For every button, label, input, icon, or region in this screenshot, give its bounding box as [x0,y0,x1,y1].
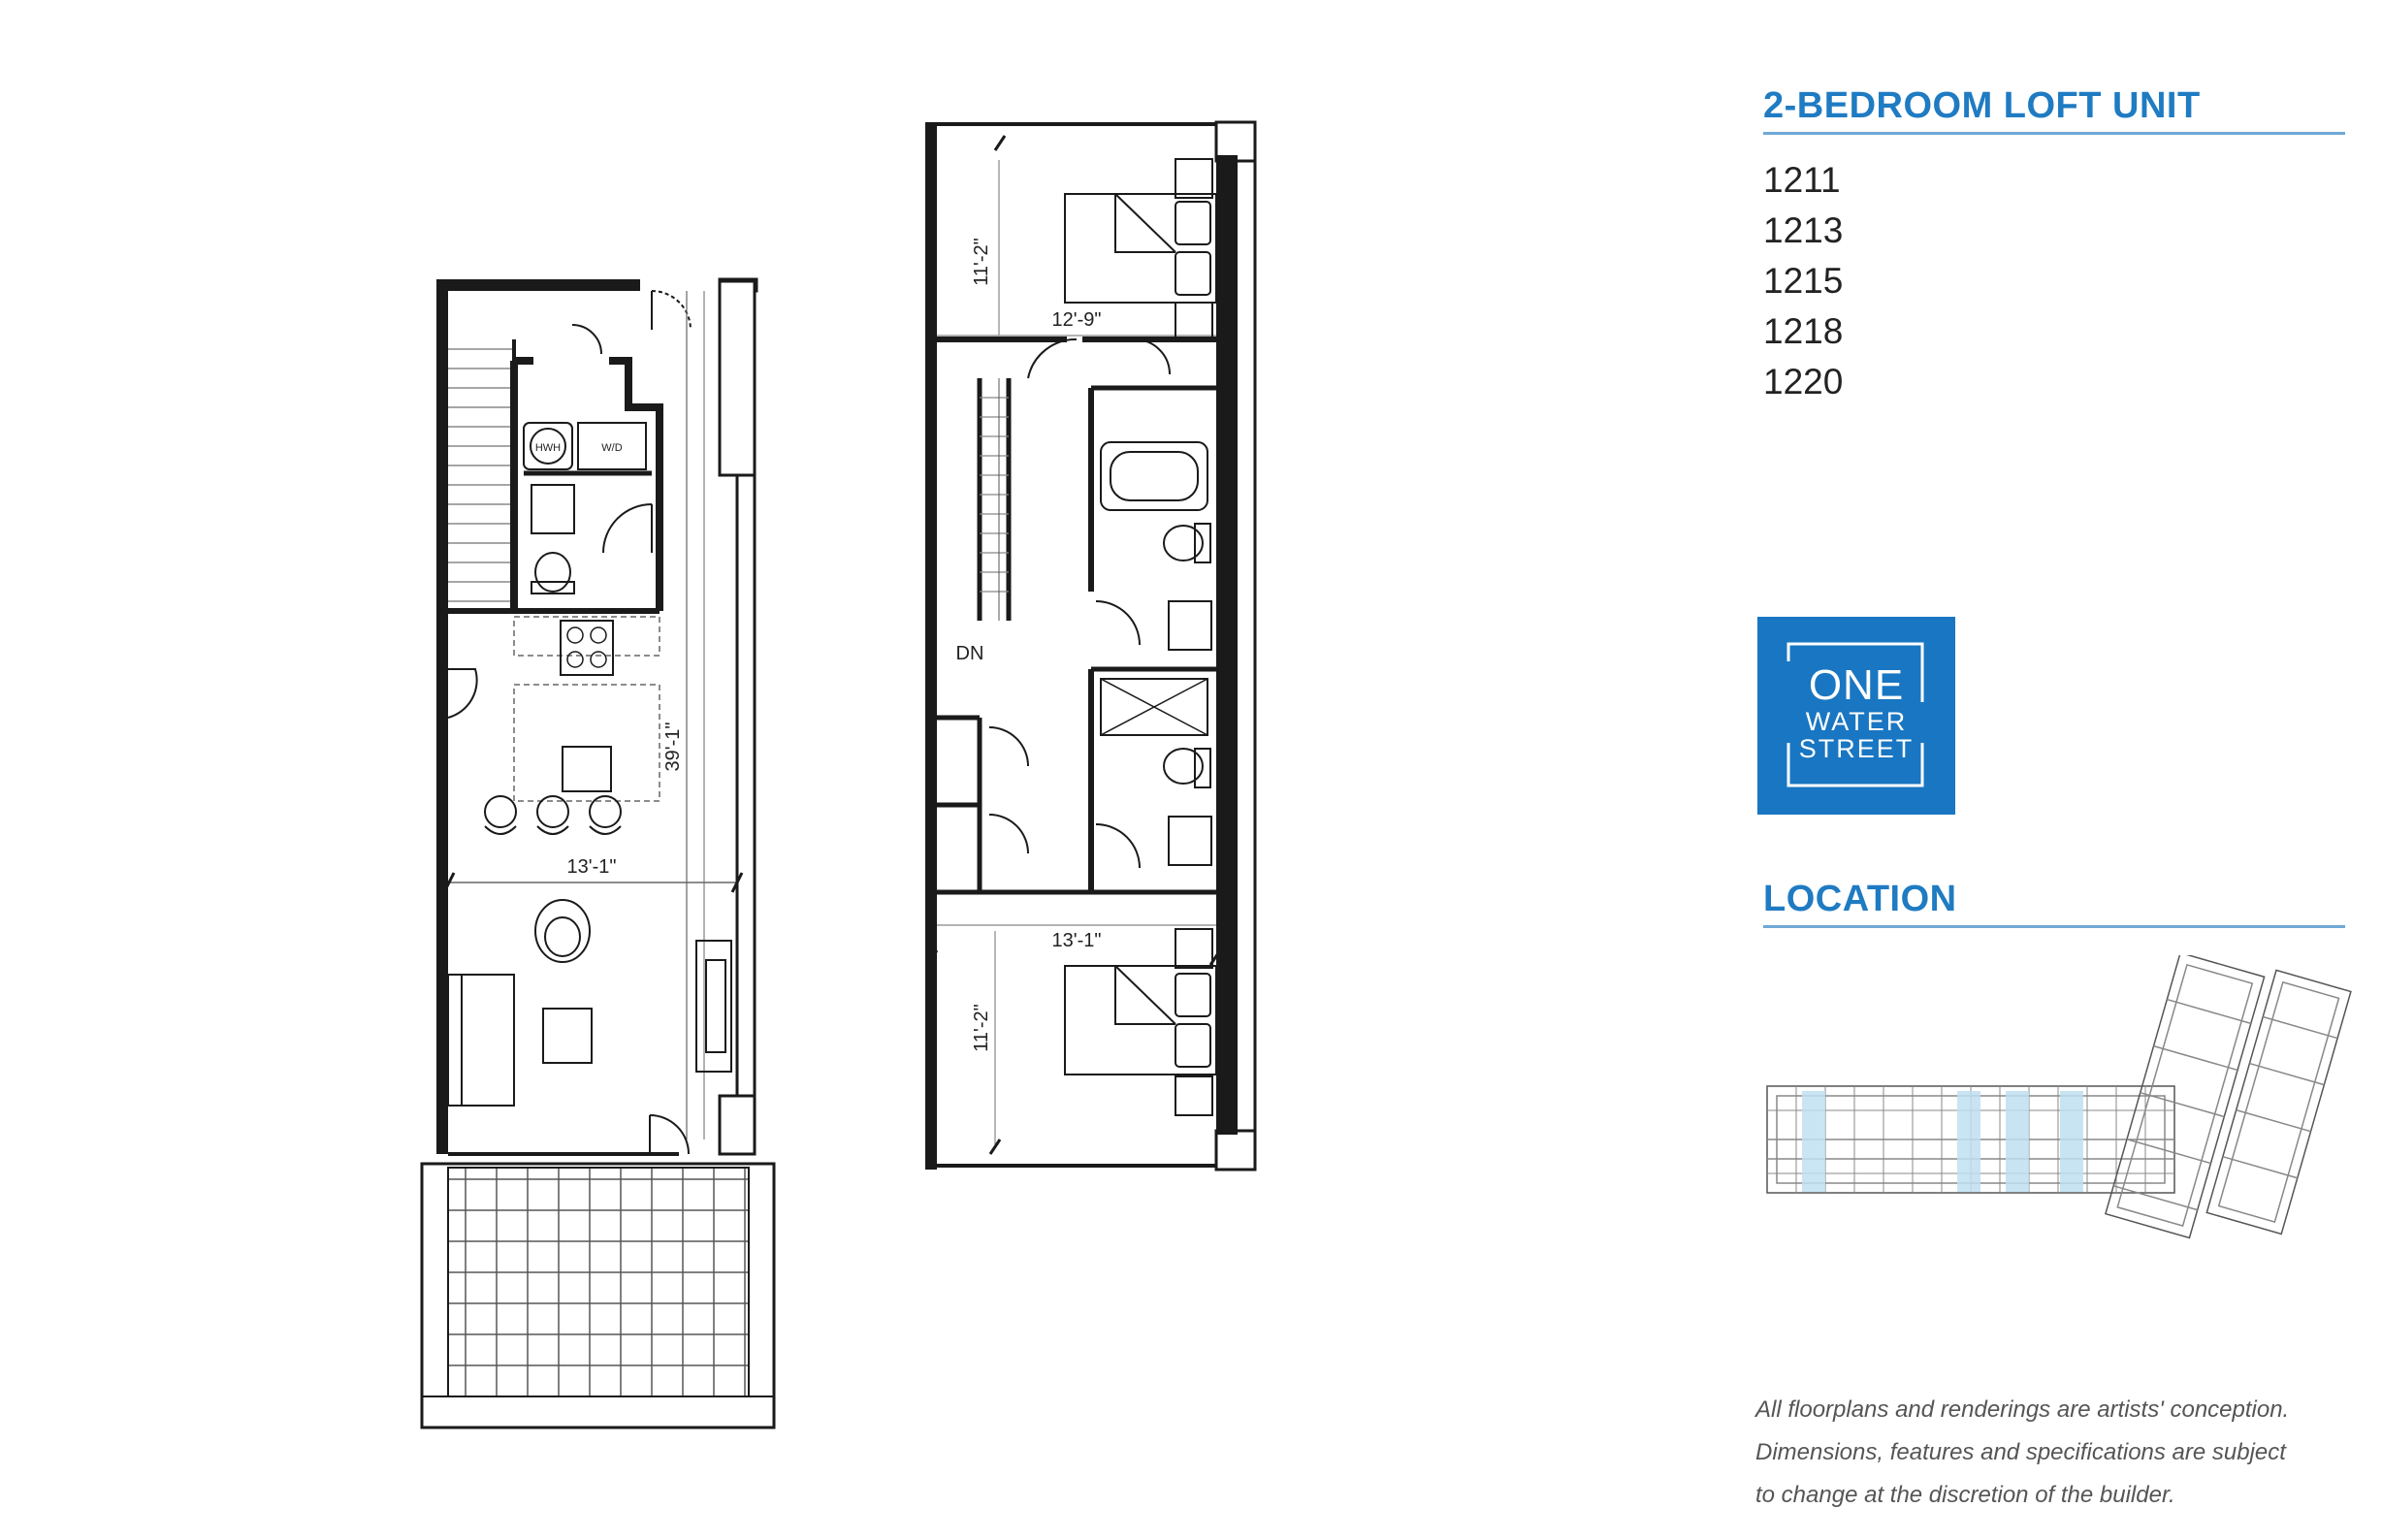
unit-number: 1213 [1763,210,1844,250]
one-water-street-logo [1757,617,1955,815]
logo-wordmark [1757,663,1955,762]
logo-line-1: ONE [1808,661,1905,709]
disclaimer-line-1: All floorplans and renderings are artists' conception. [1755,1396,2290,1423]
unit-number-list [1763,155,1843,407]
upper-level-labels [956,238,1102,1051]
disclaimer-line-2: Dimensions, features and specifications are subject [1755,1439,2286,1465]
unit-number: 1220 [1763,362,1844,401]
location-divider [1763,925,2345,928]
wd-label: W/D [601,442,623,454]
logo-line-2: WATER [1805,707,1908,736]
bed2-depth-dim: 11'-2" [971,1004,992,1052]
title-divider [1763,132,2345,135]
unit-type-title: 2-BEDROOM LOFT UNIT [1763,85,2201,126]
location-title: LOCATION [1763,879,1957,919]
highlighted-units [1802,1091,2083,1192]
bed1-depth-dim: 11'-2" [971,238,992,286]
site-location-map [1757,955,2359,1266]
logo-line-3: STREET [1798,734,1915,763]
lower-height-dim: 39'-1" [662,722,684,772]
hwh-label: HWH [534,442,562,454]
disclaimer-line-3: to change at the discretion of the builder. [1755,1482,2175,1508]
stair-dn-label: DN [955,643,984,664]
lower-width-dim: 13'-1" [566,856,617,878]
unit-number: 1211 [1763,160,1841,200]
lower-level-plan [422,279,774,1428]
bed2-width-dim: 13'-1" [1051,930,1102,951]
unit-number: 1218 [1763,311,1844,351]
disclaimer [1755,1389,2357,1517]
unit-number: 1215 [1763,261,1844,301]
bed1-width-dim: 12'-9" [1051,309,1102,331]
